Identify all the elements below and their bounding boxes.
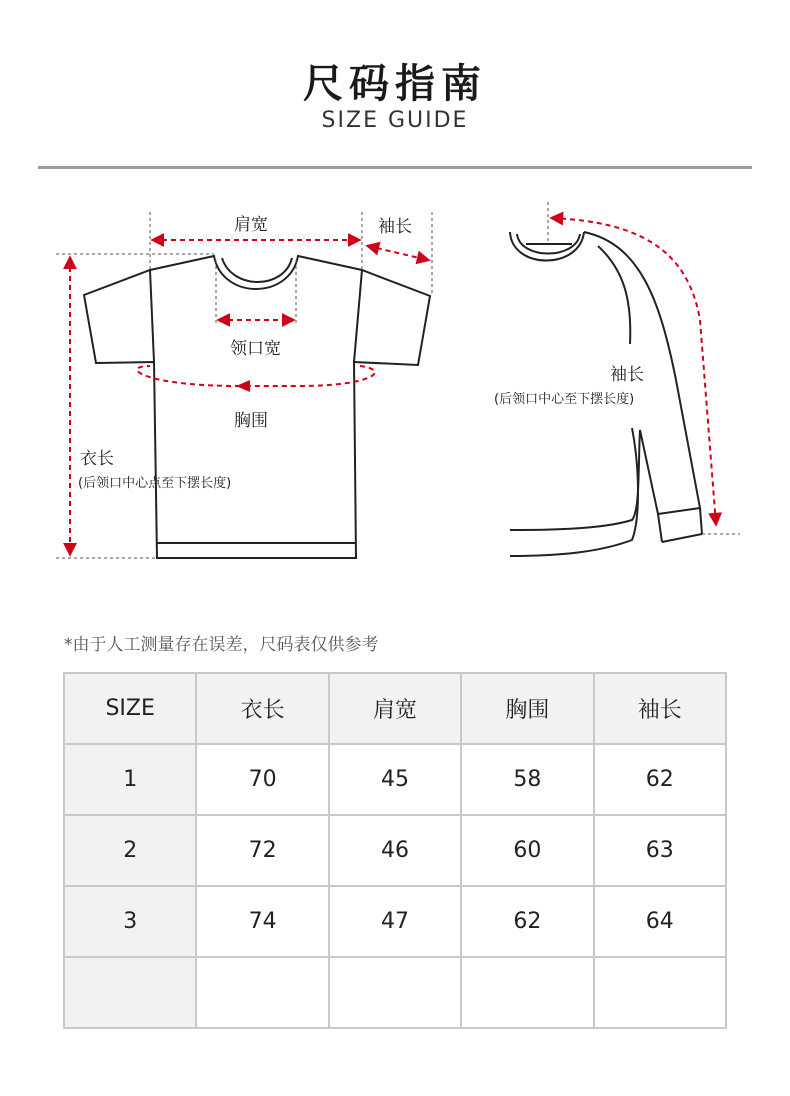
chest-ellipse: [137, 366, 375, 386]
table-cell: [329, 957, 461, 1028]
table-cell: 62: [461, 886, 593, 957]
table-cell: 62: [594, 744, 726, 815]
size-cell: 3: [64, 886, 196, 957]
table-cell: 64: [594, 886, 726, 957]
sleeve-long-label: 袖长: [610, 365, 644, 385]
table-cell: 63: [594, 815, 726, 886]
table-row: [64, 957, 726, 1028]
neck-label: 领口宽: [230, 339, 281, 359]
table-cell: 46: [329, 815, 461, 886]
length-label: 衣长: [80, 449, 114, 469]
table-cell: 70: [196, 744, 328, 815]
table-cell: [196, 957, 328, 1028]
size-cell: 2: [64, 815, 196, 886]
shoulder-label: 肩宽: [234, 215, 268, 235]
table-cell: 45: [329, 744, 461, 815]
table-cell: 47: [329, 886, 461, 957]
header-cell: 胸围: [461, 673, 593, 744]
table-row: [64, 815, 726, 886]
size-cell: [64, 957, 196, 1028]
header-cell: 袖长: [594, 673, 726, 744]
table-cell: [461, 957, 593, 1028]
header-cell: 肩宽: [329, 673, 461, 744]
table-row: [64, 744, 726, 815]
table-cell: 60: [461, 815, 593, 886]
sleeve-short-label: 袖长: [378, 217, 412, 237]
table-cell: 58: [461, 744, 593, 815]
table-cell: 74: [196, 886, 328, 957]
size-table: [63, 672, 727, 1029]
sleeve-short-arrow: [368, 246, 428, 260]
sleeve-long-note: (后领口中心至下摆长度): [494, 392, 635, 407]
page-subtitle: SIZE GUIDE: [321, 108, 469, 133]
header-cell: SIZE: [64, 673, 196, 744]
table-header-row: [64, 673, 726, 744]
chest-label: 胸围: [234, 411, 268, 431]
length-note: (后领口中心点至下摆长度): [78, 476, 232, 491]
size-cell: 1: [64, 744, 196, 815]
table-cell: [594, 957, 726, 1028]
measurement-note: *由于人工测量存在误差，尺码表仅供参考: [64, 635, 379, 655]
header-cell: 衣长: [196, 673, 328, 744]
table-row: [64, 886, 726, 957]
table-cell: 72: [196, 815, 328, 886]
page-title: 尺码指南: [303, 61, 487, 107]
